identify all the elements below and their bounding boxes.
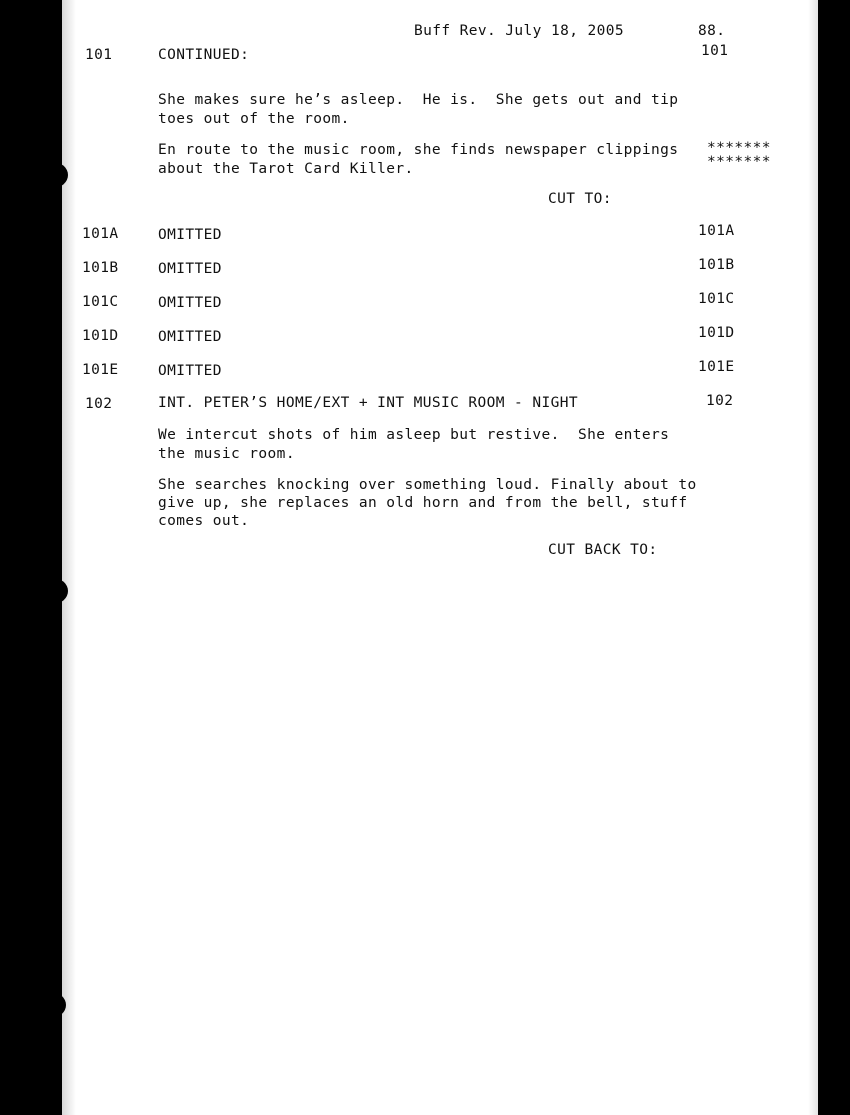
scene-number-right-101d: 101D (698, 325, 735, 341)
scene-number-right-101e: 101E (698, 359, 735, 375)
omitted-text-101e: OMITTED (158, 363, 222, 379)
scene-number-left-101d: 101D (82, 328, 119, 344)
action-paragraph-1: She makes sure he’s asleep. He is. She gets out and tip (158, 92, 679, 108)
scene-number-right-101c: 101C (698, 291, 735, 307)
action-paragraph-4-line3: comes out. (158, 513, 250, 529)
punch-hole-bottom (36, 992, 66, 1018)
action-paragraph-3-line2: the music room. (158, 446, 295, 462)
action-paragraph-2-line2: about the Tarot Card Killer. (158, 161, 414, 177)
transition-cut-to: CUT TO: (548, 191, 612, 207)
omitted-text-101d: OMITTED (158, 329, 222, 345)
action-paragraph-4-line2: give up, she replaces an old horn and from the bell, stuff (158, 495, 688, 511)
punch-hole-top (38, 162, 68, 188)
omitted-text-101c: OMITTED (158, 295, 222, 311)
continued-label: CONTINUED: (158, 47, 250, 63)
transition-cut-back-to: CUT BACK TO: (548, 542, 658, 558)
scene-number-left-101b: 101B (82, 260, 119, 276)
scene-number-right-101: 101 (701, 43, 729, 59)
scene-number-left-101a: 101A (82, 226, 119, 242)
slugline-102: INT. PETER’S HOME/EXT + INT MUSIC ROOM - NIGHT (158, 395, 578, 411)
revision-asterisks-2: ******* (707, 154, 771, 170)
scene-number-right-101a: 101A (698, 223, 735, 239)
action-paragraph-3: We intercut shots of him asleep but restive. She enters (158, 427, 670, 443)
action-paragraph-1-line2: toes out of the room. (158, 111, 350, 127)
scene-number-left-101c: 101C (82, 294, 119, 310)
script-page (62, 0, 818, 1115)
action-paragraph-4: She searches knocking over something loud. Finally about to (158, 477, 697, 493)
page-number: 88. (698, 23, 726, 39)
scene-number-right-102: 102 (706, 393, 734, 409)
revision-asterisks-1: ******* (707, 140, 771, 156)
scene-number-left-101e: 101E (82, 362, 119, 378)
scene-number-right-101b: 101B (698, 257, 735, 273)
revision-header: Buff Rev. July 18, 2005 (414, 23, 624, 39)
omitted-text-101a: OMITTED (158, 227, 222, 243)
scene-number-left-101: 101 (85, 47, 113, 63)
punch-hole-middle (38, 578, 68, 604)
omitted-text-101b: OMITTED (158, 261, 222, 277)
action-paragraph-2: En route to the music room, she finds newspaper clippings (158, 142, 679, 158)
scene-number-left-102: 102 (85, 396, 113, 412)
